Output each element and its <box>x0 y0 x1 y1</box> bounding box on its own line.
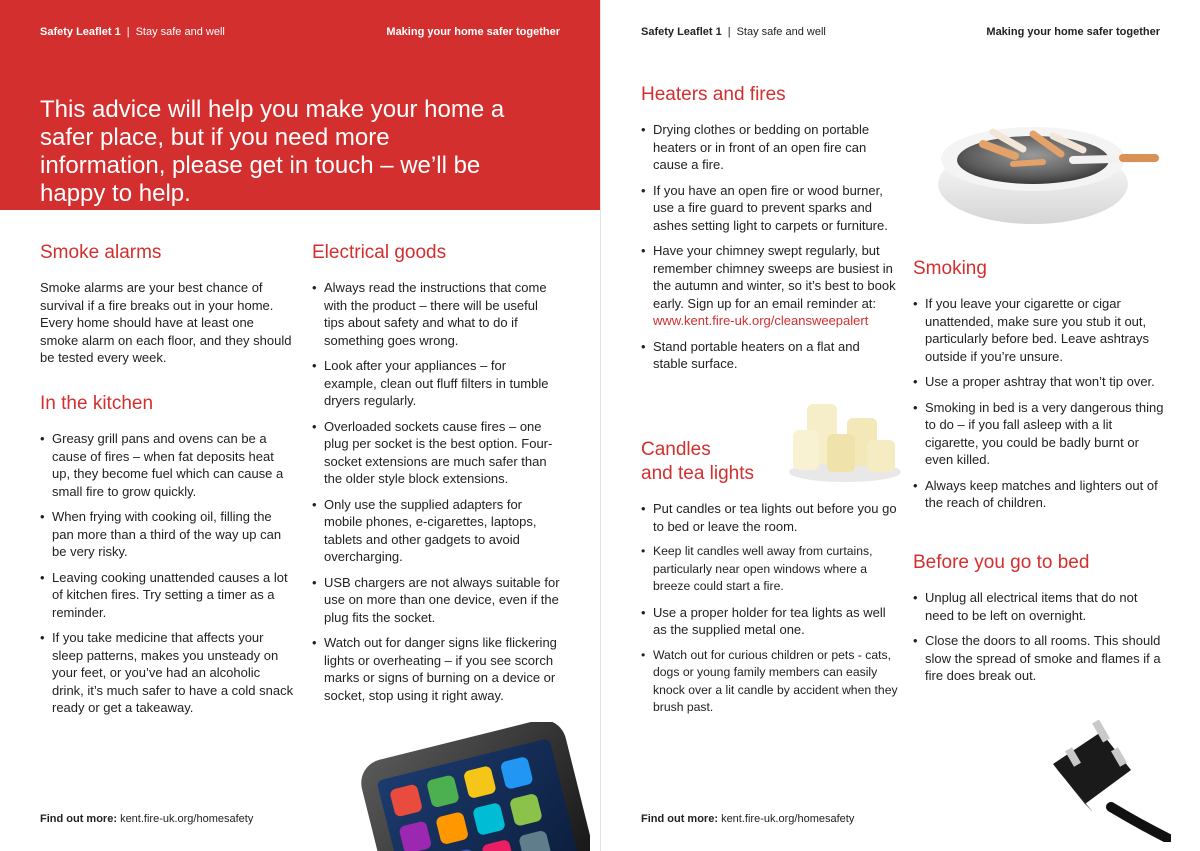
list-item: • Close the doors to all rooms. This should slow the spread of smoke and flames if a fire does break out. <box>913 632 1165 685</box>
list-item: • If you take medicine that affects your sleep patterns, makes you unsteady on your feet, or you’ve had an alcoholic drink, it’s much safer to have a cold snack ready or get a takeaway. <box>40 629 294 717</box>
right-page <box>600 0 1200 851</box>
candles-list <box>641 500 901 725</box>
ashtray-image <box>923 104 1163 230</box>
list-item: • Only use the supplied adapters for mobile phones, e-cigarettes, laptops, tablets and other gadgets to avoid overcharging. <box>312 496 560 566</box>
candles-image <box>787 392 903 484</box>
list-item: • Look after your appliances – for example, clean out fluff filters in tumble dryers regularly. <box>312 357 560 410</box>
leaflet-title: Safety Leaflet 1 <box>40 26 121 38</box>
intro-text: This advice will help you make your home a safer place, but if you need more information, please get in touch – we’ll be happy to help. <box>40 96 505 207</box>
bed-title: Before you go to bed <box>913 552 1090 573</box>
list-item: • If you leave your cigarette or cigar unattended, make sure you stub it out, particularly before bed. Leave ashtrays outside if you’re unsure. <box>913 295 1165 365</box>
left-footer <box>40 813 253 825</box>
list-item: • Smoking in bed is a very dangerous thing to do – if you fall asleep with a lit cigarette, you could be badly burnt or even killed. <box>913 399 1165 469</box>
list-item: • If you have an open fire or wood burner, use a fire guard to prevent sparks and ashes setting light to carpets or furniture. <box>641 182 896 235</box>
leaflet-subtitle: Stay safe and well <box>135 26 225 38</box>
list-item: • When frying with cooking oil, filling the pan more than a third of the way up can be very risky. <box>40 508 294 561</box>
smoke-alarms-title: Smoke alarms <box>40 242 162 263</box>
left-tagline: Making your home safer together <box>386 26 560 38</box>
smoke-alarms-body: Smoke alarms are your best chance of survival if a fire breaks out in your home. Every home should have at least one smoke alarm on each floor, and they should be tested every week. <box>40 280 292 365</box>
footer-url[interactable]: kent.fire-uk.org/homesafety <box>721 813 855 825</box>
smoking-list <box>913 295 1165 520</box>
list-item: • Have your chimney swept regularly, but remember chimney sweeps are busiest in the autumn and winter, so it’s best to book early. Sign up for an email reminder at: www.kent.fire-uk.org/cleansweepalert <box>641 242 896 330</box>
list-item: • Drying clothes or bedding on portable heaters or in front of an open fire can cause a fire. <box>641 121 896 174</box>
list-item: • Unplug all electrical items that do not need to be left on overnight. <box>913 589 1165 624</box>
electrical-title: Electrical goods <box>312 242 447 263</box>
list-item: • Stand portable heaters on a flat and stable surface. <box>641 338 896 373</box>
footer-label: Find out more: <box>641 813 718 825</box>
list-item: • Always keep matches and lighters out of the reach of children. <box>913 477 1165 512</box>
electrical-list <box>312 279 560 712</box>
list-item: • Use a proper ashtray that won’t tip over. <box>913 373 1165 391</box>
list-item: • Watch out for danger signs like flickering lights or overheating – if you see scorch marks or signs of burning on a device or socket, stop using it right away. <box>312 634 560 704</box>
leaflet-title: Safety Leaflet 1 <box>641 26 722 38</box>
list-item: • Greasy grill pans and ovens can be a cause of fires – when fat deposits heat up, they become fuel which can cause a small fire to grow quickly. <box>40 430 294 500</box>
list-item: • Overloaded sockets cause fires – one plug per socket is the best option. Four-socket extensions are much safer than the older style block extensions. <box>312 418 560 488</box>
left-header: Safety Leaflet 1 | Stay safe and well <box>40 26 225 38</box>
heaters-list <box>641 121 896 381</box>
list-item: • Leaving cooking unattended causes a lot of kitchen fires. Try setting a timer as a reminder. <box>40 569 294 622</box>
right-tagline: Making your home safer together <box>986 26 1160 38</box>
list-item: • Always read the instructions that come with the product – there will be useful tips about safety and what to do if something goes wrong. <box>312 279 560 349</box>
kitchen-title: In the kitchen <box>40 393 154 414</box>
heaters-title: Heaters and fires <box>641 84 786 105</box>
smartphone-image <box>328 722 590 851</box>
bed-list <box>913 589 1165 693</box>
right-footer <box>641 813 854 825</box>
leaflet-subtitle: Stay safe and well <box>736 26 826 38</box>
candles-title: Candles and tea lights <box>641 439 755 484</box>
footer-label: Find out more: <box>40 813 117 825</box>
list-item: • Keep lit candles well away from curtains, particularly near open windows where a breeze could start a fire. <box>641 543 901 596</box>
list-item: • USB chargers are not always suitable for use on more than one device, even if the plug fits the socket. <box>312 574 560 627</box>
cleansweep-link[interactable]: www.kent.fire-uk.org/cleansweepalert <box>653 313 869 328</box>
plug-image <box>1041 712 1171 842</box>
right-header: Safety Leaflet 1 | Stay safe and well <box>641 26 826 38</box>
list-item: • Put candles or tea lights out before you go to bed or leave the room. <box>641 500 901 535</box>
kitchen-list <box>40 430 294 725</box>
list-item: • Use a proper holder for tea lights as well as the supplied metal one. <box>641 604 901 639</box>
smoking-title: Smoking <box>913 258 987 279</box>
list-item: • Watch out for curious children or pets - cats, dogs or young family members can easily knock over a lit candle by accident when they brush past. <box>641 647 901 717</box>
footer-url[interactable]: kent.fire-uk.org/homesafety <box>120 813 254 825</box>
